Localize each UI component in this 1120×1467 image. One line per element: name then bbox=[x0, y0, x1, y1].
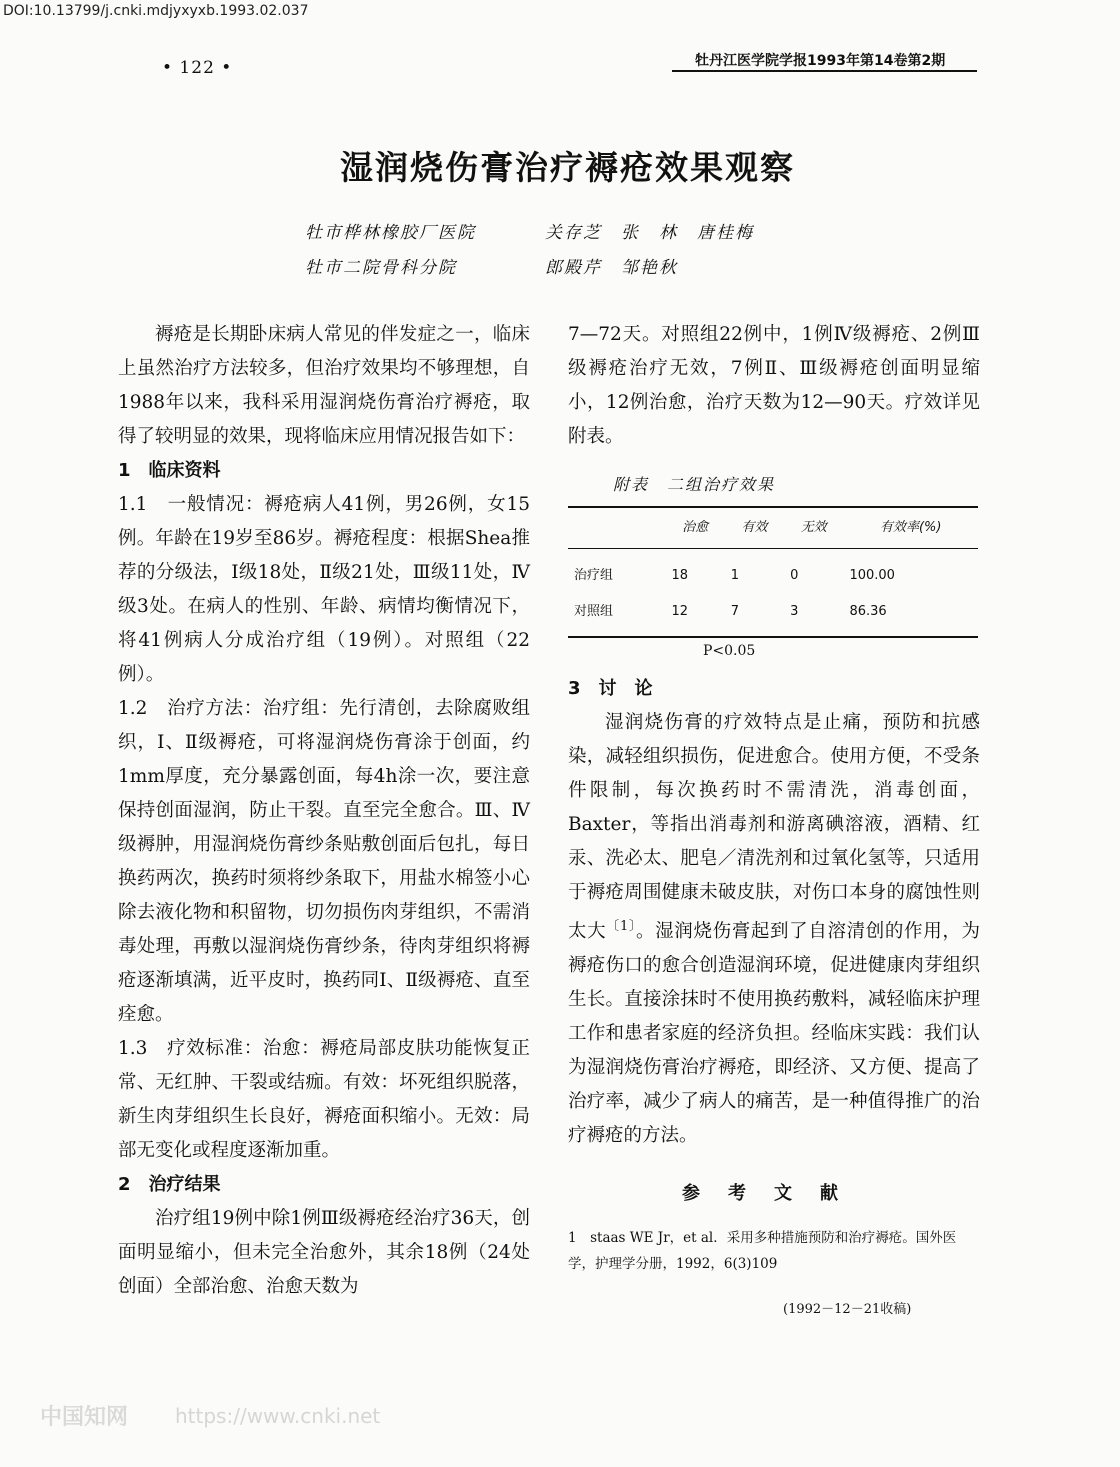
table-cell: 对照组 bbox=[574, 604, 614, 619]
paragraph-1-3: 1.3 疗效标准：治愈：褥疮局部皮肤功能恢复正常、无红肿、干裂或结痂。有效：坏死组织脱落，新生肉芽组织生长良好，褥疮面积缩小。无效：局部无变化或程度逐渐加重。 bbox=[118, 1038, 530, 1161]
table-cell: 7 bbox=[730, 604, 740, 619]
table-caption: 附表 二组治疗效果 bbox=[613, 475, 776, 494]
journal-header: 牡丹江医学院学报1993年第14卷第2期 bbox=[695, 53, 946, 69]
authors-2: 郎殿芹 邹艳秋 bbox=[545, 258, 678, 278]
table-cell: 86.36 bbox=[849, 604, 887, 619]
table-cell: 1 bbox=[730, 568, 740, 583]
table-note: P<0.05 bbox=[703, 643, 756, 659]
results-continued: 7—72天。对照组22例中，1例Ⅳ级褥疮、2例Ⅲ级褥疮治疗无效，7例Ⅱ、Ⅲ级褥疮创面明显缩小，12例治愈，治疗天数为12—90天。疗效详见附表。 bbox=[568, 324, 980, 447]
doi-line: DOI:10.13799/j.cnki.mdjyxyxb.1993.02.037 bbox=[3, 3, 309, 19]
table-row bbox=[568, 549, 978, 595]
page-number: • 122 • bbox=[162, 58, 233, 78]
table-cell: 100.00 bbox=[849, 568, 895, 583]
paragraph-1-1: 1.1 一般情况：褥疮病人41例，男26例，女15例。年龄在19岁至86岁。褥疮程度：根据Shea推荐的分级法，Ⅰ级18处，Ⅱ级21处，Ⅲ级11处，Ⅳ级3处。在病人的性别、年龄、病情均衡情况下，将41例病人分成治疗组（19例）。对照组（22例）。 bbox=[118, 494, 530, 685]
table-header-cell bbox=[568, 508, 665, 549]
results-table bbox=[568, 508, 978, 630]
discussion-paragraph bbox=[568, 706, 980, 1153]
reference-1: 1 staas WE Jr，et al．采用多种措施预防和治疗褥疮。国外医学，护理学分册，1992，6(3)109 bbox=[568, 1230, 957, 1273]
table-header-cell: 治愈 bbox=[665, 508, 724, 549]
citation-ref: 〔1〕 bbox=[606, 919, 637, 934]
table-cell: 治疗组 bbox=[574, 568, 614, 583]
table-header-cell: 有效 bbox=[725, 508, 784, 549]
article-title: 湿润烧伤膏治疗褥疮效果观察 bbox=[340, 148, 795, 187]
section-heading-2: 2 治疗结果 bbox=[118, 1174, 221, 1195]
references-heading: 参考文献 bbox=[682, 1183, 866, 1205]
left-column bbox=[118, 318, 530, 1304]
section-heading-3: 3 讨 论 bbox=[568, 678, 653, 699]
affiliation-1: 牡市桦林橡胶厂医院 bbox=[305, 223, 476, 243]
paragraph-1-2: 1.2 治疗方法：治疗组：先行清创，去除腐败组织，Ⅰ、Ⅱ级褥疮，可将湿润烧伤膏涂于创面，约1mm厚度，充分暴露创面，每4h涂一次，要注意保持创面湿润，防止干裂。直至完全愈合。Ⅲ、Ⅳ级褥肿，用湿润烧伤膏纱条贴敷创面后包扎，每日换药两次，换药时须将纱条取下，用盐水棉签小心除去液化物和积留物，切勿损伤肉芽组织，不需消毒处理，再敷以湿润烧伤膏纱条，待肉芽组织将褥疮逐渐填满，近平皮时，换药同Ⅰ、Ⅱ级褥疮、直至痊愈。 bbox=[118, 698, 530, 1025]
affiliation-2: 牡市二院骨科分院 bbox=[305, 258, 457, 278]
table-cell: 12 bbox=[671, 604, 689, 619]
discussion-text-2: 。湿润烧伤膏起到了自溶清创的作用，为褥疮伤口的愈合创造湿润环境，促进健康肉芽组织生长。直接涂抹时不使用换药敷料，减轻临床护理工作和患者家庭的经济负担。经临床实践：我们认为湿润烧伤膏治疗褥疮，即经济、又方便、提高了治疗率，减少了病人的痛苦，是一种值得推广的治疗褥疮的方法。 bbox=[568, 921, 980, 1147]
intro-paragraph: 褥疮是长期卧床病人常见的伴发症之一，临床上虽然治疗方法较多，但治疗效果均不够理想，自1988年以来，我科采用湿润烧伤膏治疗褥疮，取得了较明显的效果，现将临床应用情况报告如下： bbox=[118, 324, 530, 447]
right-column bbox=[568, 318, 980, 1327]
authors-1: 关存芝 张 林 唐桂梅 bbox=[545, 223, 754, 243]
table-header-cell: 无效 bbox=[784, 508, 843, 549]
results-paragraph: 治疗组19例中除1例Ⅲ级褥疮经治疗36天，创面明显缩小，但未完全治愈外，其余18例（24处创面）全部治愈、治愈天数为 bbox=[118, 1208, 530, 1297]
discussion-text: 湿润烧伤膏的疗效特点是止痛，预防和抗感染，减轻组织损伤，促进愈合。使用方便，不受条件限制，每次换药时不需清洗，消毒创面，Baxter，等指出消毒剂和游离碘溶液，酒精、红汞、洗必太、肥皂／清洗剂和过氧化氢等，只适用于褥疮周围健康未破皮肤，对伤口本身的腐蚀性则太大 bbox=[568, 712, 980, 943]
table-cell: 0 bbox=[790, 568, 799, 583]
received-date: (1992－12－21收稿) bbox=[783, 1302, 912, 1318]
table-cell: 3 bbox=[790, 604, 799, 619]
table-row bbox=[568, 594, 978, 630]
header-rule bbox=[672, 70, 977, 72]
section-heading-1: 1 临床资料 bbox=[118, 460, 221, 481]
table-header-row bbox=[568, 508, 978, 549]
table-header-cell: 有效率(%) bbox=[843, 508, 978, 549]
cnki-logo: 中国知网 bbox=[40, 1405, 129, 1430]
cnki-url: https://www.cnki.net bbox=[175, 1404, 381, 1428]
table-cell: 18 bbox=[671, 568, 689, 583]
